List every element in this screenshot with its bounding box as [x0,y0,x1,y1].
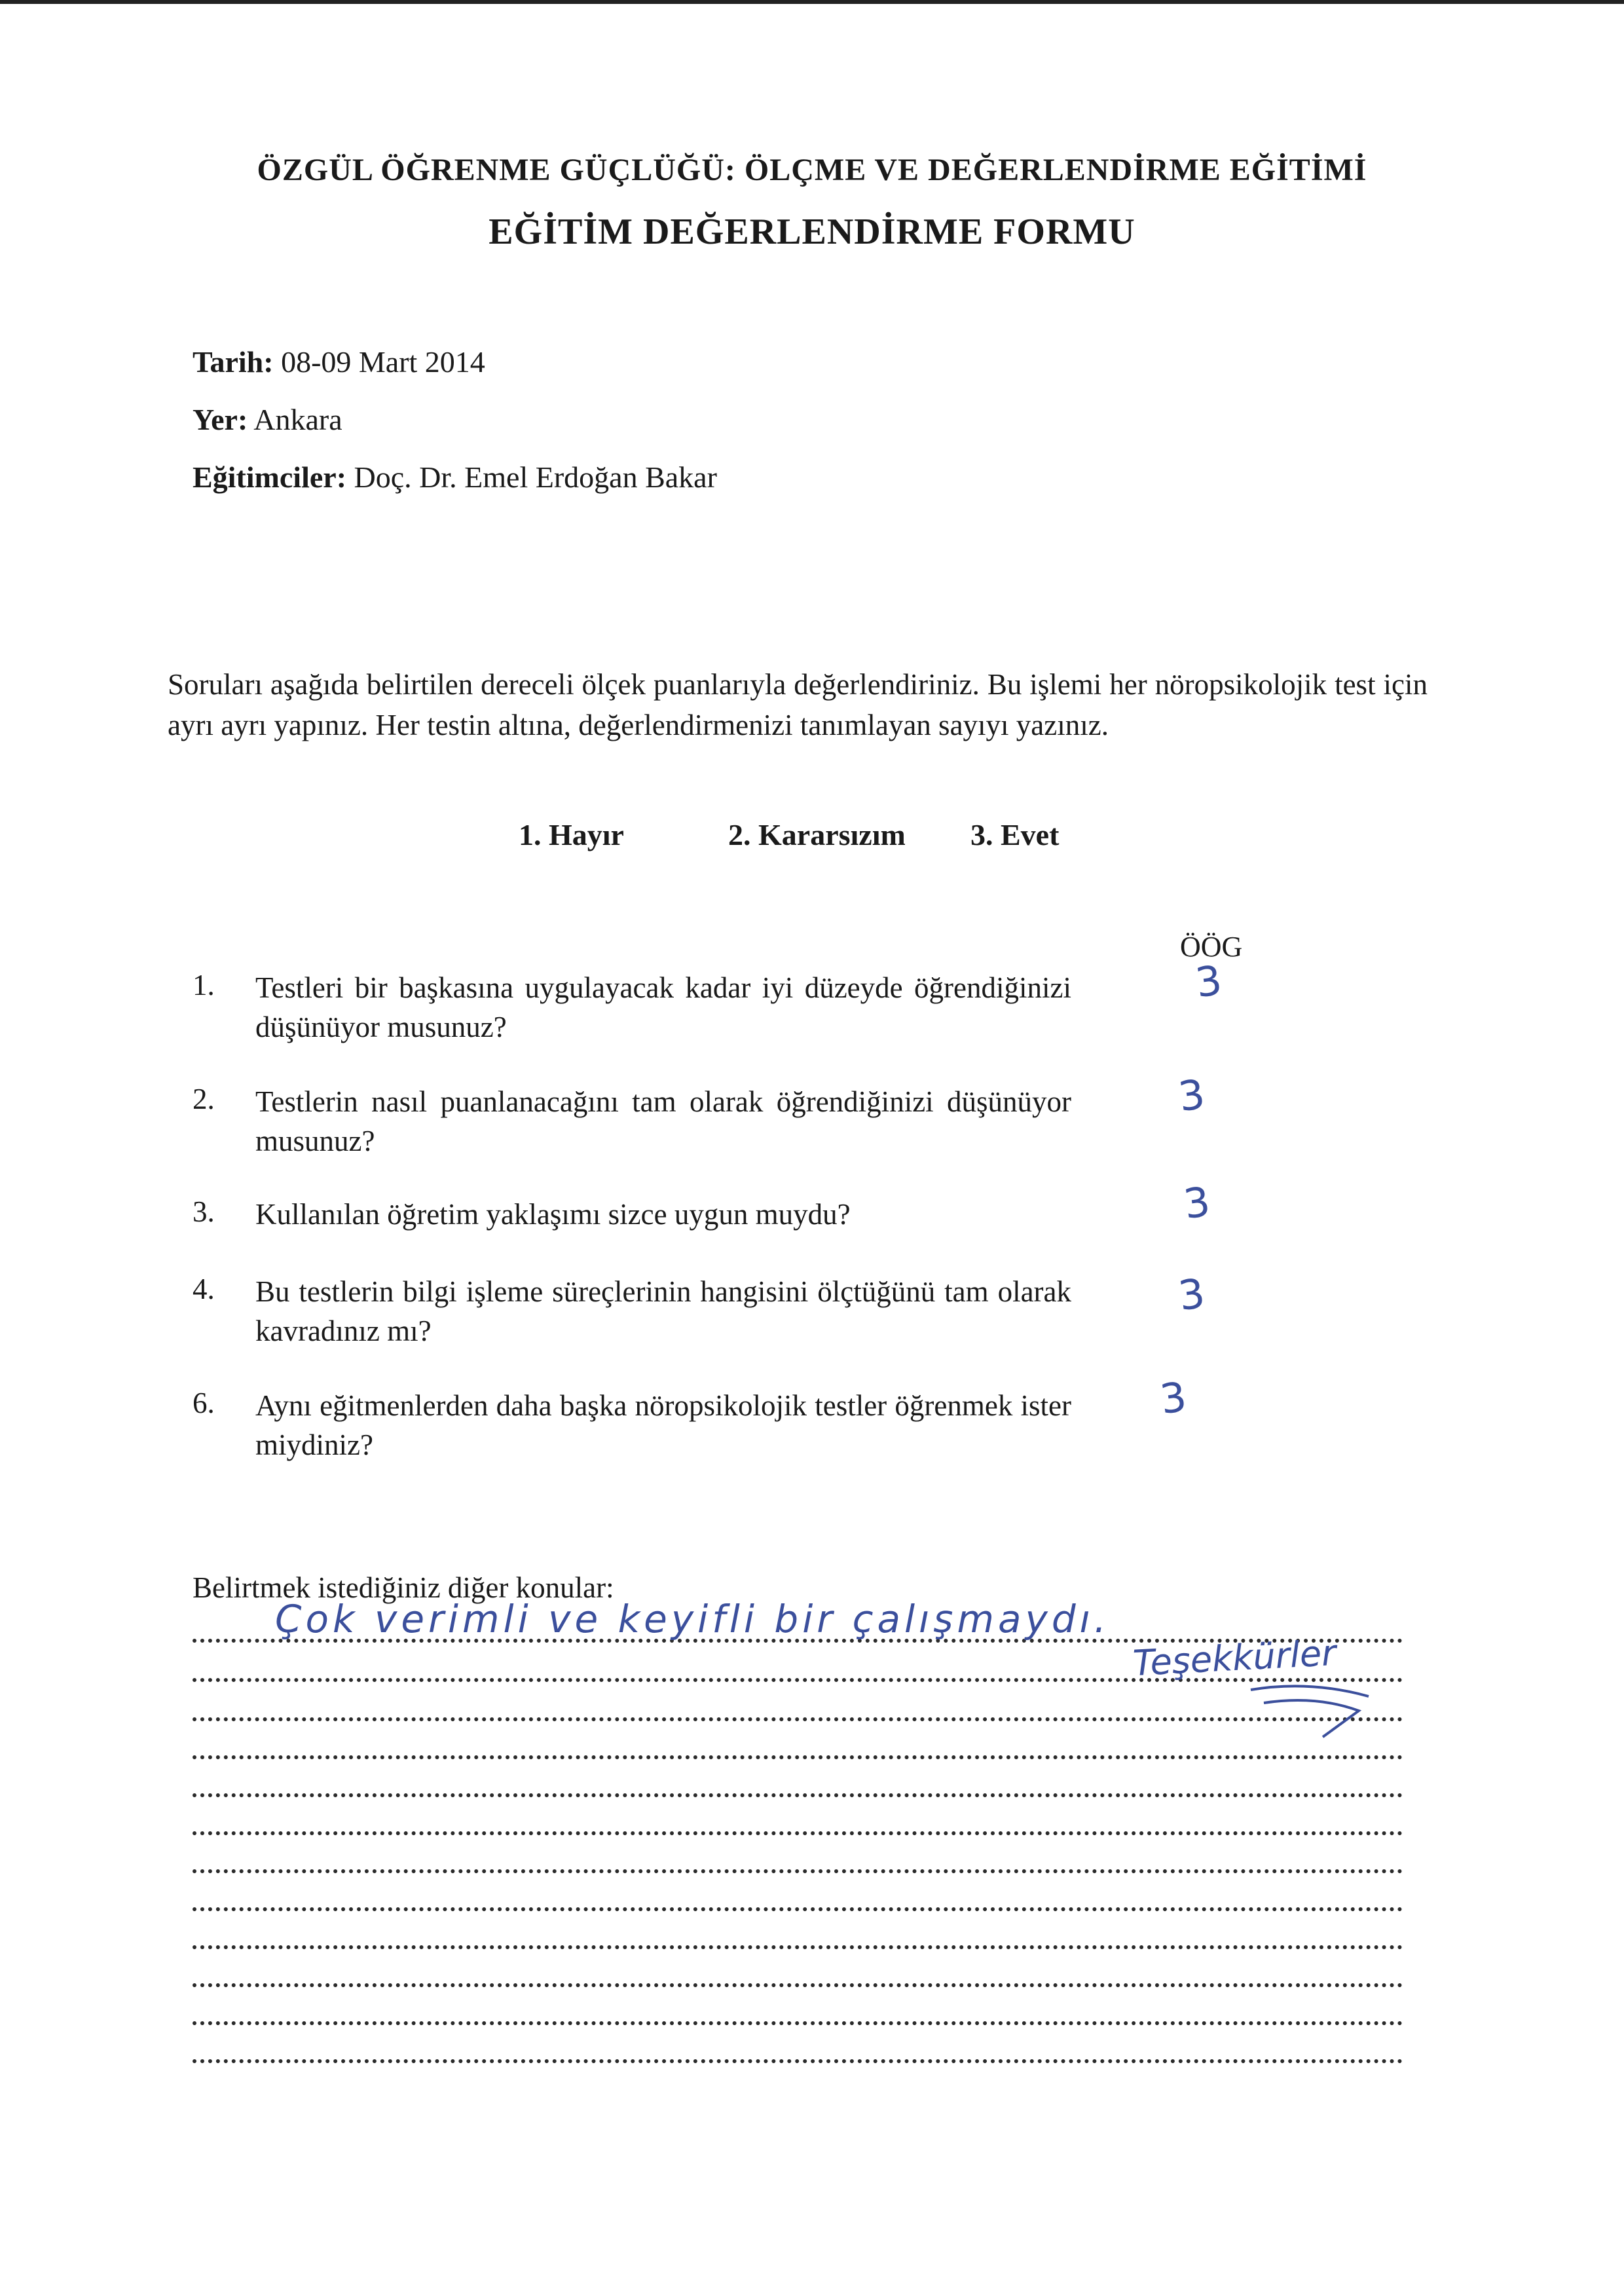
writing-line [193,1717,1403,1721]
question-text: Testlerin nasıl puanlanacağını tam olarak öğrendiğinizi düşünüyor musunuz? [255,1085,1071,1157]
signature-flourish-icon [1244,1677,1375,1742]
writing-line [193,1907,1403,1911]
date-label: Tarih: [193,345,274,379]
question-number: 6. [193,1387,215,1419]
answer-column-header: ÖÖG [1180,931,1243,963]
writing-line [193,2021,1403,2025]
scan-edge-line [0,0,1624,4]
question-text: Testleri bir başkasına uygulayacak kadar iyi düzeyde öğrendiğinizi düşünüyor musunuz? [255,971,1071,1043]
date-row [193,345,485,379]
date-value: 08-09 Mart 2014 [281,345,485,379]
writing-line [193,1755,1403,1759]
writing-line [193,1983,1403,1987]
handwritten-answer: 3 [1192,956,1225,1007]
trainers-row [193,460,717,494]
place-value: Ankara [253,403,342,436]
scale-option-undecided: 2. Kararsızım [728,818,906,851]
writing-line [193,2059,1403,2063]
scale-option-no: 1. Hayır [519,818,624,851]
other-topics-label: Belirtmek istediğiniz diğer konular: [193,1571,614,1604]
writing-line [193,1831,1403,1835]
trainers-value: Doç. Dr. Emel Erdoğan Bakar [354,460,717,494]
question-number: 3. [193,1195,215,1228]
handwritten-comment: Çok verimli ve keyifli bir çalışmaydı. [275,1597,1111,1641]
writing-line [193,1793,1403,1797]
handwritten-answer: 3 [1175,1269,1208,1320]
question-number: 2. [193,1083,215,1115]
form-subtitle: EĞİTİM DEĞERLENDİRME FORMU [489,212,1135,252]
handwritten-answer: 3 [1181,1177,1213,1229]
question-text: Bu testlerin bilgi işleme süreçlerinin hangisini ölçtüğünü tam olarak kavradınız mı? [255,1275,1071,1347]
writing-line [193,1869,1403,1873]
handwritten-answer: 3 [1157,1372,1190,1424]
question-text: Aynı eğitmenlerden daha başka nöropsikolojik testler öğrenmek ister miydiniz? [255,1389,1071,1461]
handwritten-thanks: Teşekkürler [1132,1632,1337,1685]
handwritten-answer: 3 [1175,1070,1208,1121]
place-label: Yer: [193,403,248,436]
trainers-label: Eğitimciler: [193,460,347,494]
scale-option-yes: 3. Evet [970,818,1060,851]
question-text: Kullanılan öğretim yaklaşımı sizce uygun muydu? [255,1198,851,1231]
place-row [193,402,342,437]
form-title: ÖZGÜL ÖĞRENME GÜÇLÜĞÜ: ÖLÇME VE DEĞERLENDİRME EĞİTİMİ [257,153,1367,187]
writing-line [193,1945,1403,1949]
question-number: 4. [193,1273,215,1305]
instructions-paragraph: Soruları aşağıda belirtilen dereceli ölçek puanlarıyla değerlendiriniz. Bu işlemi her nöropsikolojik test için ayrı ayrı yapınız. Her testin altına, değerlendirmenizi tanımlayan sayıyı yazınız. [168,668,1428,741]
question-number: 1. [193,969,215,1001]
